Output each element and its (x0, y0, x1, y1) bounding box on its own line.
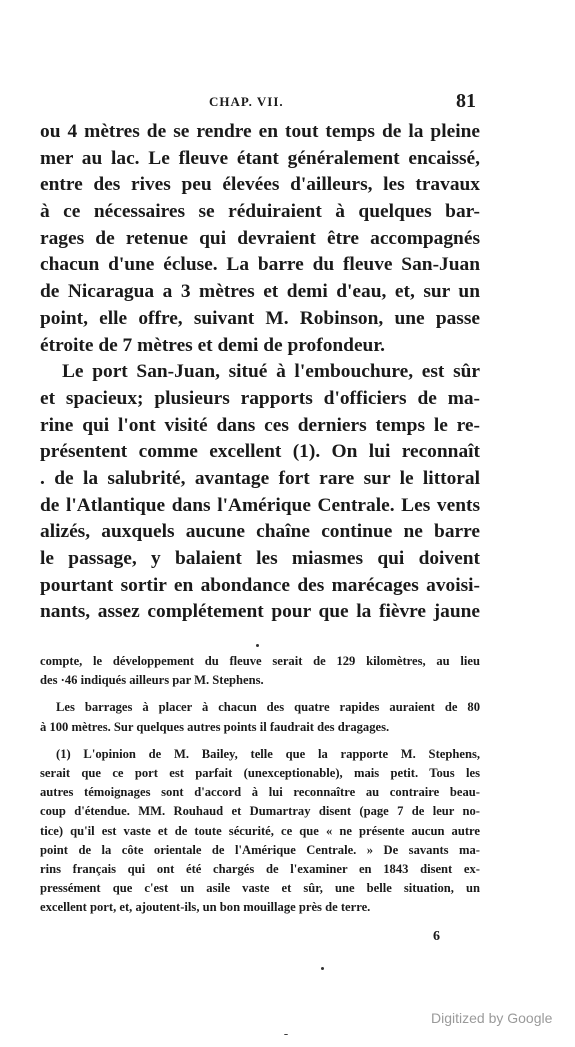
footnote-line: (1) L'opinion de M. Bailey, telle que la rapporte M. Stephens, (56, 746, 480, 761)
text-line: alizés, auxquels aucune chaîne continue ne barre (40, 521, 480, 543)
main-text (40, 119, 480, 626)
text-line: . de la salubrité, avantage fort rare sur le littoral (40, 467, 480, 489)
text-line: de Nicaragua a 3 mètres et demi d'eau, et, sur un (40, 281, 480, 303)
ink-speck (321, 967, 324, 970)
text-line: nants, assez complétement pour que la fièvre jaune (40, 601, 480, 623)
running-head: CHAP. VII. (209, 94, 284, 109)
footnote-line: pressément que c'est un asile vaste et sûr, une belle situation, un (40, 881, 480, 896)
footnote-line: excellent port, et, ajoutent-ils, un bon mouillage près de terre. (40, 900, 371, 915)
text-line: ou 4 mètres de se rendre en tout temps de la pleine (40, 121, 480, 142)
text-line: le passage, y balaient les miasmes qui doivent (40, 548, 480, 569)
page-number: 81 (456, 90, 476, 112)
footnote-line: tice) qu'il est vaste et de toute sécurité, ce que « ne présente aucun autre (40, 823, 480, 838)
footnote-line: point de la côte orientale de l'Amérique Centrale. » De savants ma- (40, 842, 480, 857)
signature-mark: 6 (433, 929, 440, 944)
text-line: mer au lac. Le fleuve étant généralement encaissé, (40, 147, 480, 169)
footnote-line: coup d'étendue. MM. Rouhaud et Dumartray disent (page 7 de leur no- (40, 804, 480, 819)
ink-speck (284, 1034, 288, 1035)
text-line: présentent comme excellent (1). On lui reconnaît (40, 441, 480, 463)
footnote-line: des ·46 indiqués ailleurs par M. Stephens. (40, 673, 264, 688)
text-line: chacun d'une écluse. La barre du fleuve San-Juan (40, 254, 480, 276)
text-line: et spacieux; plusieurs rapports d'officiers de ma- (40, 387, 480, 409)
text-line: entre des rives peu élevées d'ailleurs, les travaux (40, 174, 480, 196)
text-line: rages de retenue qui devraient être accompagnés (40, 227, 480, 249)
digitized-watermark: Digitized by Google (431, 1010, 553, 1026)
footnote-line: serait que ce port est parfait (unexceptionable), mais petit. Tous les (40, 765, 480, 780)
text-line: étroite de 7 mètres et demi de profondeur. (40, 334, 386, 356)
footnote-line: à 100 mètres. Sur quelques autres points il faudrait des dragages. (40, 719, 390, 734)
ink-speck (256, 644, 259, 647)
page-header (40, 92, 480, 116)
footnotes (40, 652, 480, 917)
footnote-line: autres témoignages sont d'accord à lui reconnaître au contraire beau- (40, 785, 480, 800)
text-line: à ce nécessaires se réduiraient à quelques bar- (40, 201, 480, 223)
footnote-line: Les barrages à placer à chacun des quatre rapides auraient de 80 (56, 700, 480, 715)
text-line: de l'Atlantique dans l'Amérique Centrale. Les vents (40, 494, 480, 516)
text-line: pourtant sortir en abondance des marécages avoisi- (40, 574, 480, 596)
text-line: Le port San-Juan, situé à l'embouchure, est sûr (62, 361, 480, 383)
footnote-line: compte, le développement du fleuve serait de 129 kilomètres, au lieu (40, 654, 480, 668)
text-line: rine qui l'ont visité dans ces derniers temps le re- (40, 414, 480, 436)
text-line: point, elle offre, suivant M. Robinson, une passe (40, 307, 480, 329)
footnote-line: rins français qui ont été chargés de l'examiner en 1843 disent ex- (40, 861, 480, 876)
